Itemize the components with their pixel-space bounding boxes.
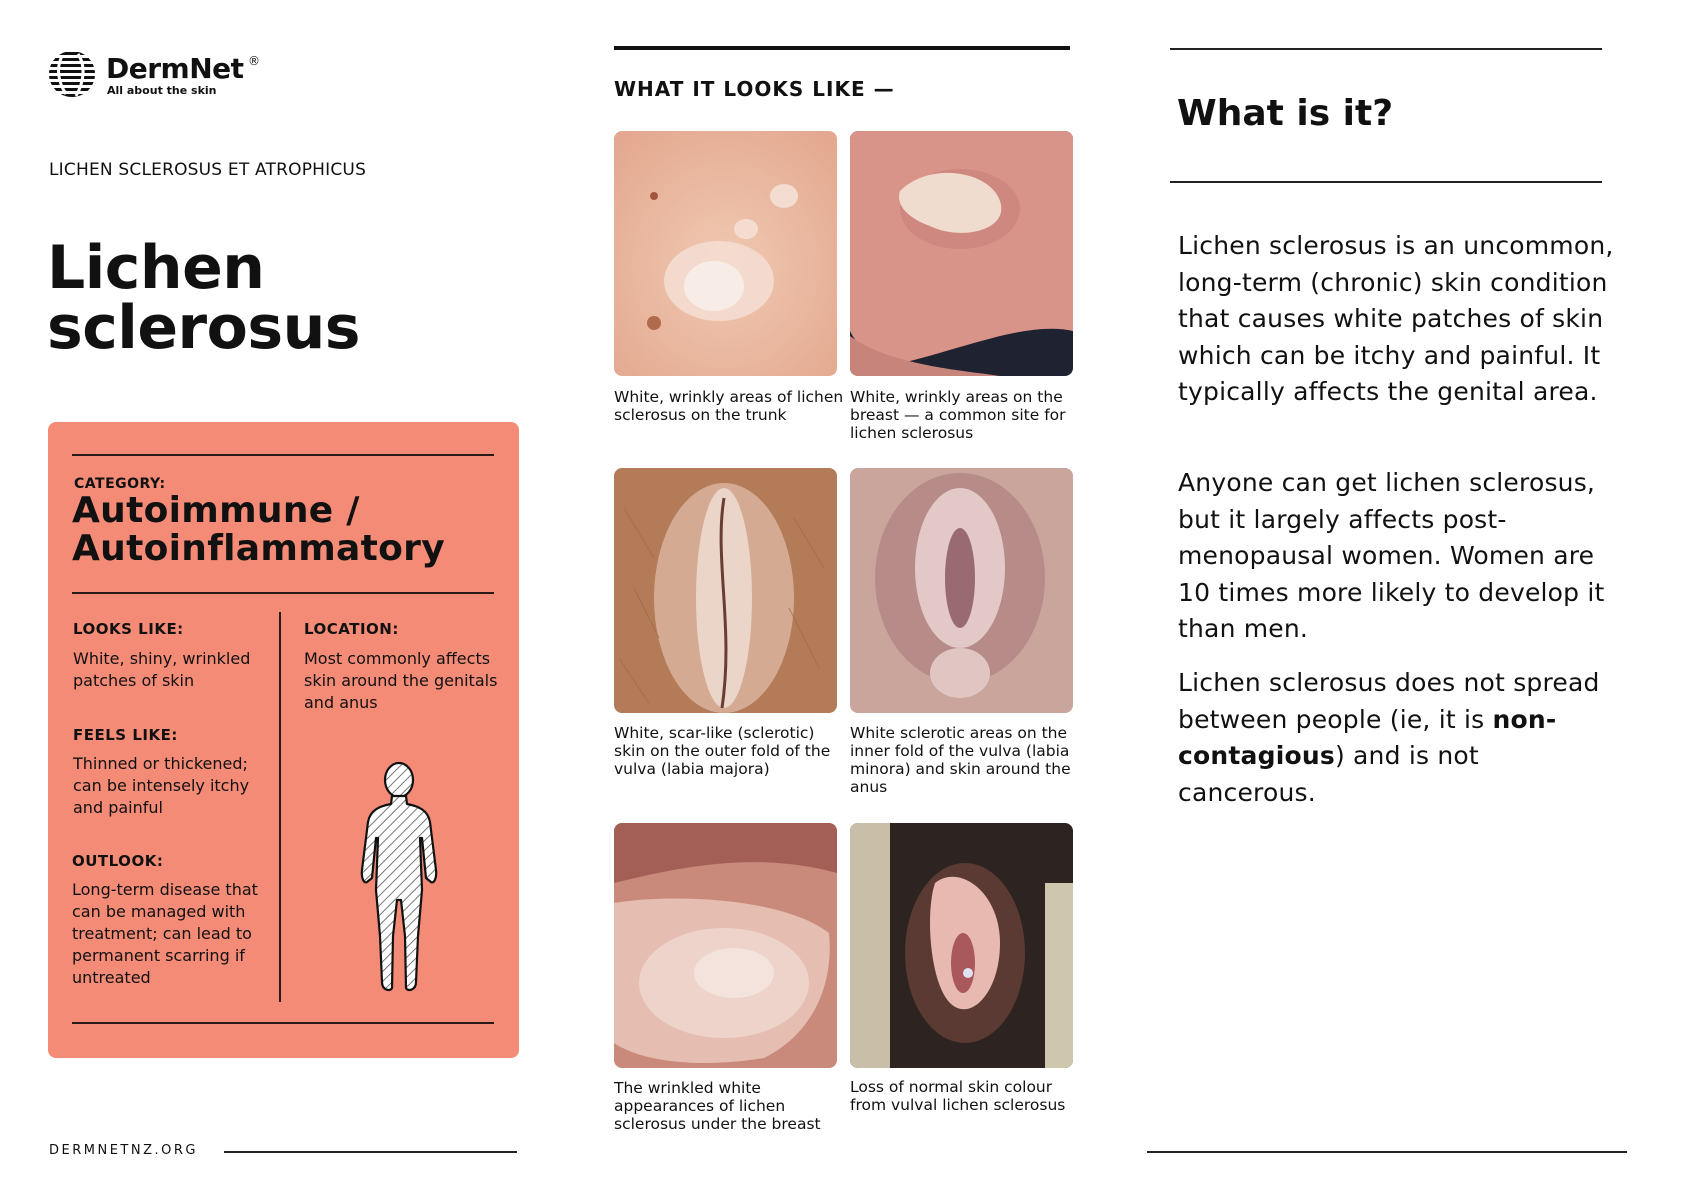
photo-trunk [614, 131, 837, 376]
photo-caption-5: The wrinkled white appearances of lichen sclerosus under the breast [614, 1079, 821, 1133]
category-label: CATEGORY: [74, 476, 166, 492]
skin-photo-image [850, 131, 1073, 376]
skin-photo-image [614, 823, 837, 1068]
what-is-it-heading: What is it? [1177, 93, 1394, 134]
description-paragraph-3 [1178, 665, 1618, 811]
card-mid-rule [72, 592, 494, 594]
location-label: LOCATION: [304, 620, 399, 638]
outlook-text: Long-term disease that can be managed with treatment; can lead to permanent scarring if untreated [72, 880, 258, 987]
right-top-rule [1170, 48, 1602, 50]
footer-rule-right [1147, 1151, 1627, 1153]
brand-name: DermNet [106, 52, 244, 85]
right-heading-rule [1170, 181, 1602, 183]
category-value [72, 492, 445, 568]
title-line-1: Lichen [47, 233, 265, 303]
photo-breast [850, 131, 1073, 376]
globe-logo-icon [48, 50, 100, 98]
photo-under-breast [614, 823, 837, 1068]
skin-photo-image [850, 823, 1073, 1068]
feels-like-label: FEELS LIKE: [73, 726, 178, 744]
photo-vulval-depigmentation [850, 823, 1073, 1068]
condition-alt-name: LICHEN SCLEROSUS ET ATROPHICUS [49, 160, 367, 180]
photo-labia-minora [850, 468, 1073, 713]
brand-tagline: All about the skin [107, 84, 217, 97]
location-text: Most commonly affects skin around the genitals and anus [304, 649, 498, 712]
para3-text-end: ) and is not cancerous. [1178, 741, 1479, 807]
registered-mark: ® [248, 54, 260, 68]
card-column-divider [279, 612, 281, 1002]
photo-caption-1: White, wrinkly areas of lichen sclerosus on the trunk [614, 388, 844, 424]
looks-like-label: LOOKS LIKE: [73, 620, 184, 638]
description-paragraph-1: Lichen sclerosus is an uncommon, long-term (chronic) skin condition that causes white patches of skin which can be itchy and painful. It typically affects the genital area. [1178, 231, 1614, 406]
section-heading-looks-like: WHAT IT LOOKS LIKE — [614, 77, 895, 101]
photo-caption-3: White, scar-like (sclerotic) skin on the outer fold of the vulva (labia majora) [614, 724, 831, 778]
footer-website-link[interactable]: DERMNETNZ.ORG [49, 1143, 198, 1158]
para3-text-start: Lichen sclerosus does not spread between people (ie, it is [1178, 668, 1600, 734]
photo-caption-6: Loss of normal skin colour from vulval lichen sclerosus [850, 1078, 1066, 1114]
category-line-1: Autoimmune / [72, 490, 360, 531]
photo-labia-majora [614, 468, 837, 713]
dermnet-logo[interactable] [48, 50, 278, 100]
summary-card [48, 422, 519, 1058]
photo-caption-2: White, wrinkly areas on the breast — a common site for lichen sclerosus [850, 388, 1066, 442]
skin-photo-image [850, 468, 1073, 713]
non-contagious-emphasis: non-contagious [1178, 704, 1557, 770]
outlook-label: OUTLOOK: [72, 852, 164, 870]
looks-like-text: White, shiny, wrinkled patches of skin [73, 649, 251, 690]
feels-like-text: Thinned or thickened; can be intensely itchy and painful [73, 754, 250, 817]
page-title [47, 233, 360, 363]
human-body-icon [356, 760, 442, 1000]
description-paragraph-2: Anyone can get lichen sclerosus, but it largely affects post-menopausal women. Women are 10 times more likely to develop it than men. [1178, 468, 1605, 643]
card-top-rule [72, 454, 494, 456]
category-line-2: Autoinflammatory [72, 528, 445, 569]
middle-top-rule [614, 46, 1070, 50]
photo-caption-4: White sclerotic areas on the inner fold of the vulva (labia minora) and skin around the anus [850, 724, 1071, 796]
card-bottom-rule [72, 1022, 494, 1024]
skin-photo-image [614, 468, 837, 713]
footer-rule-left [224, 1151, 517, 1153]
skin-photo-image [614, 131, 837, 376]
title-line-2: sclerosus [47, 293, 360, 363]
